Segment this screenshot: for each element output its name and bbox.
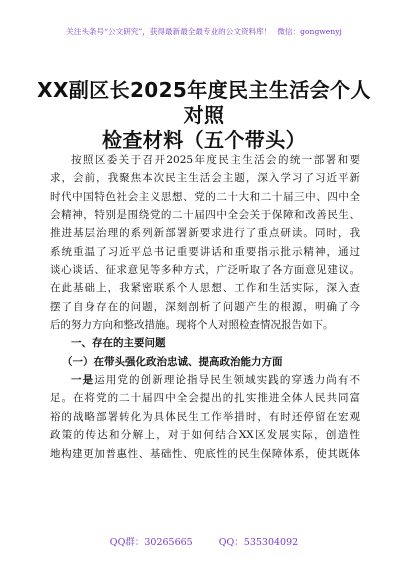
footer-contact [0,534,408,548]
title-line-2: 检查材料（五个带头） [102,128,306,152]
footer-qq: QQ：535304092 [218,537,299,548]
subsection-heading: （一）在带头强化政治忠诚、提高政治能力方面 [62,355,283,368]
paragraph-line [50,371,360,389]
paragraph-line: 地构建更加普惠性、基础性、兜底性的民生保障体系，使其既体 [50,447,360,460]
banner-notice: 关注头条号“公文研究”，获得最新最全最专业的公文资料库！ [66,27,272,36]
header-banner [0,26,408,38]
paragraph-line: 摆了自身存在的问题，深刻剖析了问题产生的根源，明确了今 [50,300,360,313]
paragraph-line: 足。在将党的二十届四中全会提出的扎实推进全体人民共同富 [50,392,360,405]
paragraph-line: 后的努力方向和整改措施。现将个人对照检查情况报告如下。 [50,319,334,332]
document-title [30,78,378,153]
paragraph-line: 在此基础上，我紧密联系个人思想、工作和生活实际，深入查 [50,282,360,295]
paragraph-line: 时代中国特色社会主义思想、党的二十大和二十届三中、四中全 [50,190,360,203]
paragraph-line: 政策的传达和分解上，对于如何结合XX区发展实际，创造性 [50,429,360,442]
point-lead: 一是 [71,374,95,387]
footer-qq-group: QQ群：30265665 [109,537,193,548]
paragraph-line: 按照区委关于召开2025年度民主生活会的统一部署和要 [71,154,360,166]
paragraph-line: 推进基层治理的系列新部署新要求进行了重点研读。同时，我 [50,227,360,240]
banner-wechat: 微信：gongwenyj [277,27,342,36]
title-line-1: XX副区长2025年度民主生活会个人对照 [37,78,371,127]
point-text: 运用党的创新理论指导民生领域实践的穿透力尚有不 [94,374,360,387]
paragraph-line: 求，会前，我聚焦本次民主生活会主题，深入学习了习近平新 [50,172,360,185]
paragraph-line: 会精神，特别是围绕党的二十届四中全会关于保障和改善民生、 [50,209,360,222]
section-heading: 一、存在的主要问题 [71,337,166,350]
paragraph-line: 裕的战略部署转化为具体民生工作举措时，有时还停留在宏观 [50,410,360,423]
document-body [50,151,360,463]
paragraph-line: 谈心谈话、征求意见等多种方式，广泛听取了各方面意见建议。 [50,264,360,277]
paragraph-line: 系统重温了习近平总书记重要讲话和重要指示批示精神，通过 [50,245,360,258]
